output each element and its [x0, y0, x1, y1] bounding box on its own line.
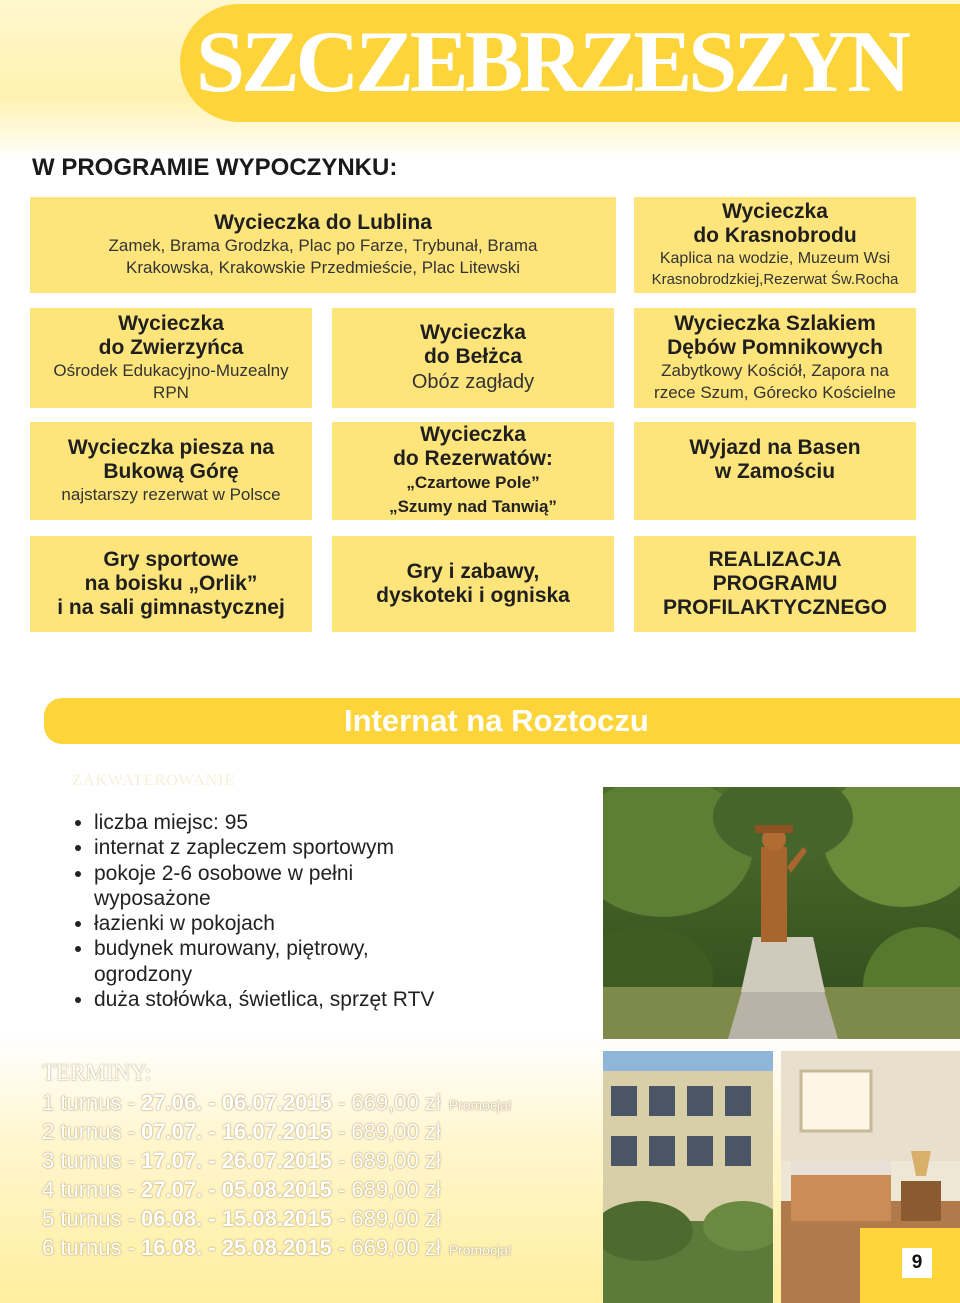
activity-line1: REALIZACJA — [708, 548, 842, 571]
trip-desc-line2: RPN — [153, 383, 189, 402]
promo-badge: Promocja! — [448, 1242, 512, 1258]
trip-lublin-box — [30, 197, 616, 293]
activity-line2: na boisku „Orlik” — [84, 572, 258, 595]
activity-line3: PROFILAKTYCZNEGO — [663, 596, 887, 619]
trip-sub-line2: „Szumy nad Tanwią” — [389, 497, 557, 516]
turnus-price: - 689,00 zł — [331, 1119, 441, 1144]
activity-line1: Gry sportowe — [103, 548, 239, 571]
trip-desc-line1: Kaplica na wodzie, Muzeum Wsi — [659, 250, 891, 267]
trip-title-line2: do Zwierzyńca — [98, 336, 244, 359]
turnus-dates: 27.07. - 05.08.2015 — [141, 1177, 332, 1202]
trip-title-line2: Dębów Pomnikowych — [667, 336, 883, 359]
trip-sub-line1: „Czartowe Pole” — [406, 473, 540, 492]
trip-krasnobrod-box — [634, 197, 916, 293]
list-item: • liczba miejsc: 95 — [94, 810, 614, 835]
list-item: • budynek murowany, piętrowy, ogrodzony — [94, 936, 614, 987]
turnus-row — [42, 1090, 512, 1116]
list-item: • pokoje 2-6 osobowe w pełni wyposażone — [94, 861, 614, 912]
sport-games-box — [30, 536, 312, 632]
turnus-row — [42, 1148, 441, 1174]
trip-deby-box — [634, 308, 916, 408]
activity-line1: Gry i zabawy, — [406, 560, 540, 583]
turnus-dates: 27.06. - 06.07.2015 — [141, 1090, 332, 1115]
turnus-price: - 669,00 zł — [331, 1235, 441, 1260]
turnus-row — [42, 1177, 441, 1203]
terminy-label: TERMINY: — [42, 1060, 152, 1085]
features-list — [58, 810, 614, 1012]
promo-badge: Promocja! — [448, 1097, 512, 1113]
trip-title-line2: do Rezerwatów: — [393, 447, 553, 470]
trip-basen-box — [634, 422, 916, 520]
program-heading: W PROGRAMIE WYPOCZYNKU: — [32, 154, 398, 181]
trip-title: Wycieczka do Lublina — [214, 211, 432, 234]
activity-line3: i na sali gimnastycznej — [57, 596, 285, 619]
trip-title-line2: Bukową Górę — [103, 460, 239, 483]
building-photo — [603, 1051, 773, 1303]
page-number: 9 — [902, 1248, 932, 1278]
turnus-row — [42, 1119, 441, 1145]
games-disco-box — [332, 536, 614, 632]
activity-line2: PROGRAMU — [712, 572, 838, 595]
turnus-name: 4 turnus - — [42, 1177, 142, 1202]
page-title: SZCZEBRZESZYN — [196, 14, 907, 111]
trip-rezerwaty-box — [332, 422, 614, 520]
trip-belzec-box — [332, 308, 614, 408]
trip-desc-line1: Ośrodek Edukacyjno-Muzealny — [53, 361, 289, 380]
trip-title-line1: Wycieczka piesza na — [67, 436, 275, 459]
trip-desc-line2: rzece Szum, Górecko Kościelne — [654, 383, 896, 402]
prevention-program-box — [634, 536, 916, 632]
turnus-name: 5 turnus - — [42, 1206, 142, 1231]
turnus-name: 3 turnus - — [42, 1148, 142, 1173]
trip-title-line2: do Krasnobrodu — [693, 224, 857, 247]
list-item: • duża stołówka, świetlica, sprzęt RTV — [94, 987, 614, 1012]
trip-title-line1: Wyjazd na Basen — [689, 436, 861, 459]
turnus-price: - 669,00 zł — [331, 1090, 441, 1115]
turnus-row — [42, 1206, 441, 1232]
list-item: • internat z zapleczem sportowym — [94, 835, 614, 860]
trip-bukowa-gora-box — [30, 422, 312, 520]
accommodation-label: ZAKWATEROWANIE — [72, 772, 236, 789]
trip-title-line1: Wycieczka — [118, 312, 224, 335]
trip-desc-line2: Krasnobrodzkiej,Rezerwat Św.Rocha — [651, 271, 899, 288]
turnus-dates: 07.07. - 16.07.2015 — [141, 1119, 332, 1144]
activity-line2: dyskoteki i ogniska — [376, 584, 570, 607]
turnus-price: - 689,00 zł — [331, 1148, 441, 1173]
trip-title-line2: w Zamościu — [714, 460, 836, 483]
turnus-dates: 17.07. - 26.07.2015 — [141, 1148, 332, 1173]
list-item: • łazienki w pokojach — [94, 911, 614, 936]
trip-zwierzyniec-box — [30, 308, 312, 408]
trip-desc: Zamek, Brama Grodzka, Plac po Farze, Trybunał, Brama Krakowska, Krakowskie Przedmieście, Plac Litewski — [108, 236, 538, 277]
trip-desc: najstarszy rezerwat w Polsce — [61, 485, 281, 504]
trip-desc-line1: Zabytkowy Kościół, Zapora na — [661, 361, 889, 380]
turnus-dates: 16.08. - 25.08.2015 — [141, 1235, 332, 1260]
turnus-name: 1 turnus - — [42, 1090, 142, 1115]
trip-title-line1: Wycieczka — [420, 423, 526, 446]
internat-title: Internat na Roztoczu — [344, 703, 649, 738]
trip-title-line2: do Bełżca — [423, 345, 523, 368]
turnus-name: 2 turnus - — [42, 1119, 142, 1144]
trip-title-line1: Wycieczka — [722, 200, 828, 223]
turnus-dates: 06.08. - 15.08.2015 — [141, 1206, 332, 1231]
trip-title-line1: Wycieczka Szlakiem — [674, 312, 876, 335]
statue-photo — [603, 787, 960, 1039]
turnus-price: - 689,00 zł — [331, 1177, 441, 1202]
turnus-name: 6 turnus - — [42, 1235, 142, 1260]
turnus-row — [42, 1235, 512, 1261]
trip-desc: Obóz zagłady — [411, 371, 535, 393]
trip-title-line1: Wycieczka — [420, 321, 526, 344]
turnus-price: - 689,00 zł — [331, 1206, 441, 1231]
